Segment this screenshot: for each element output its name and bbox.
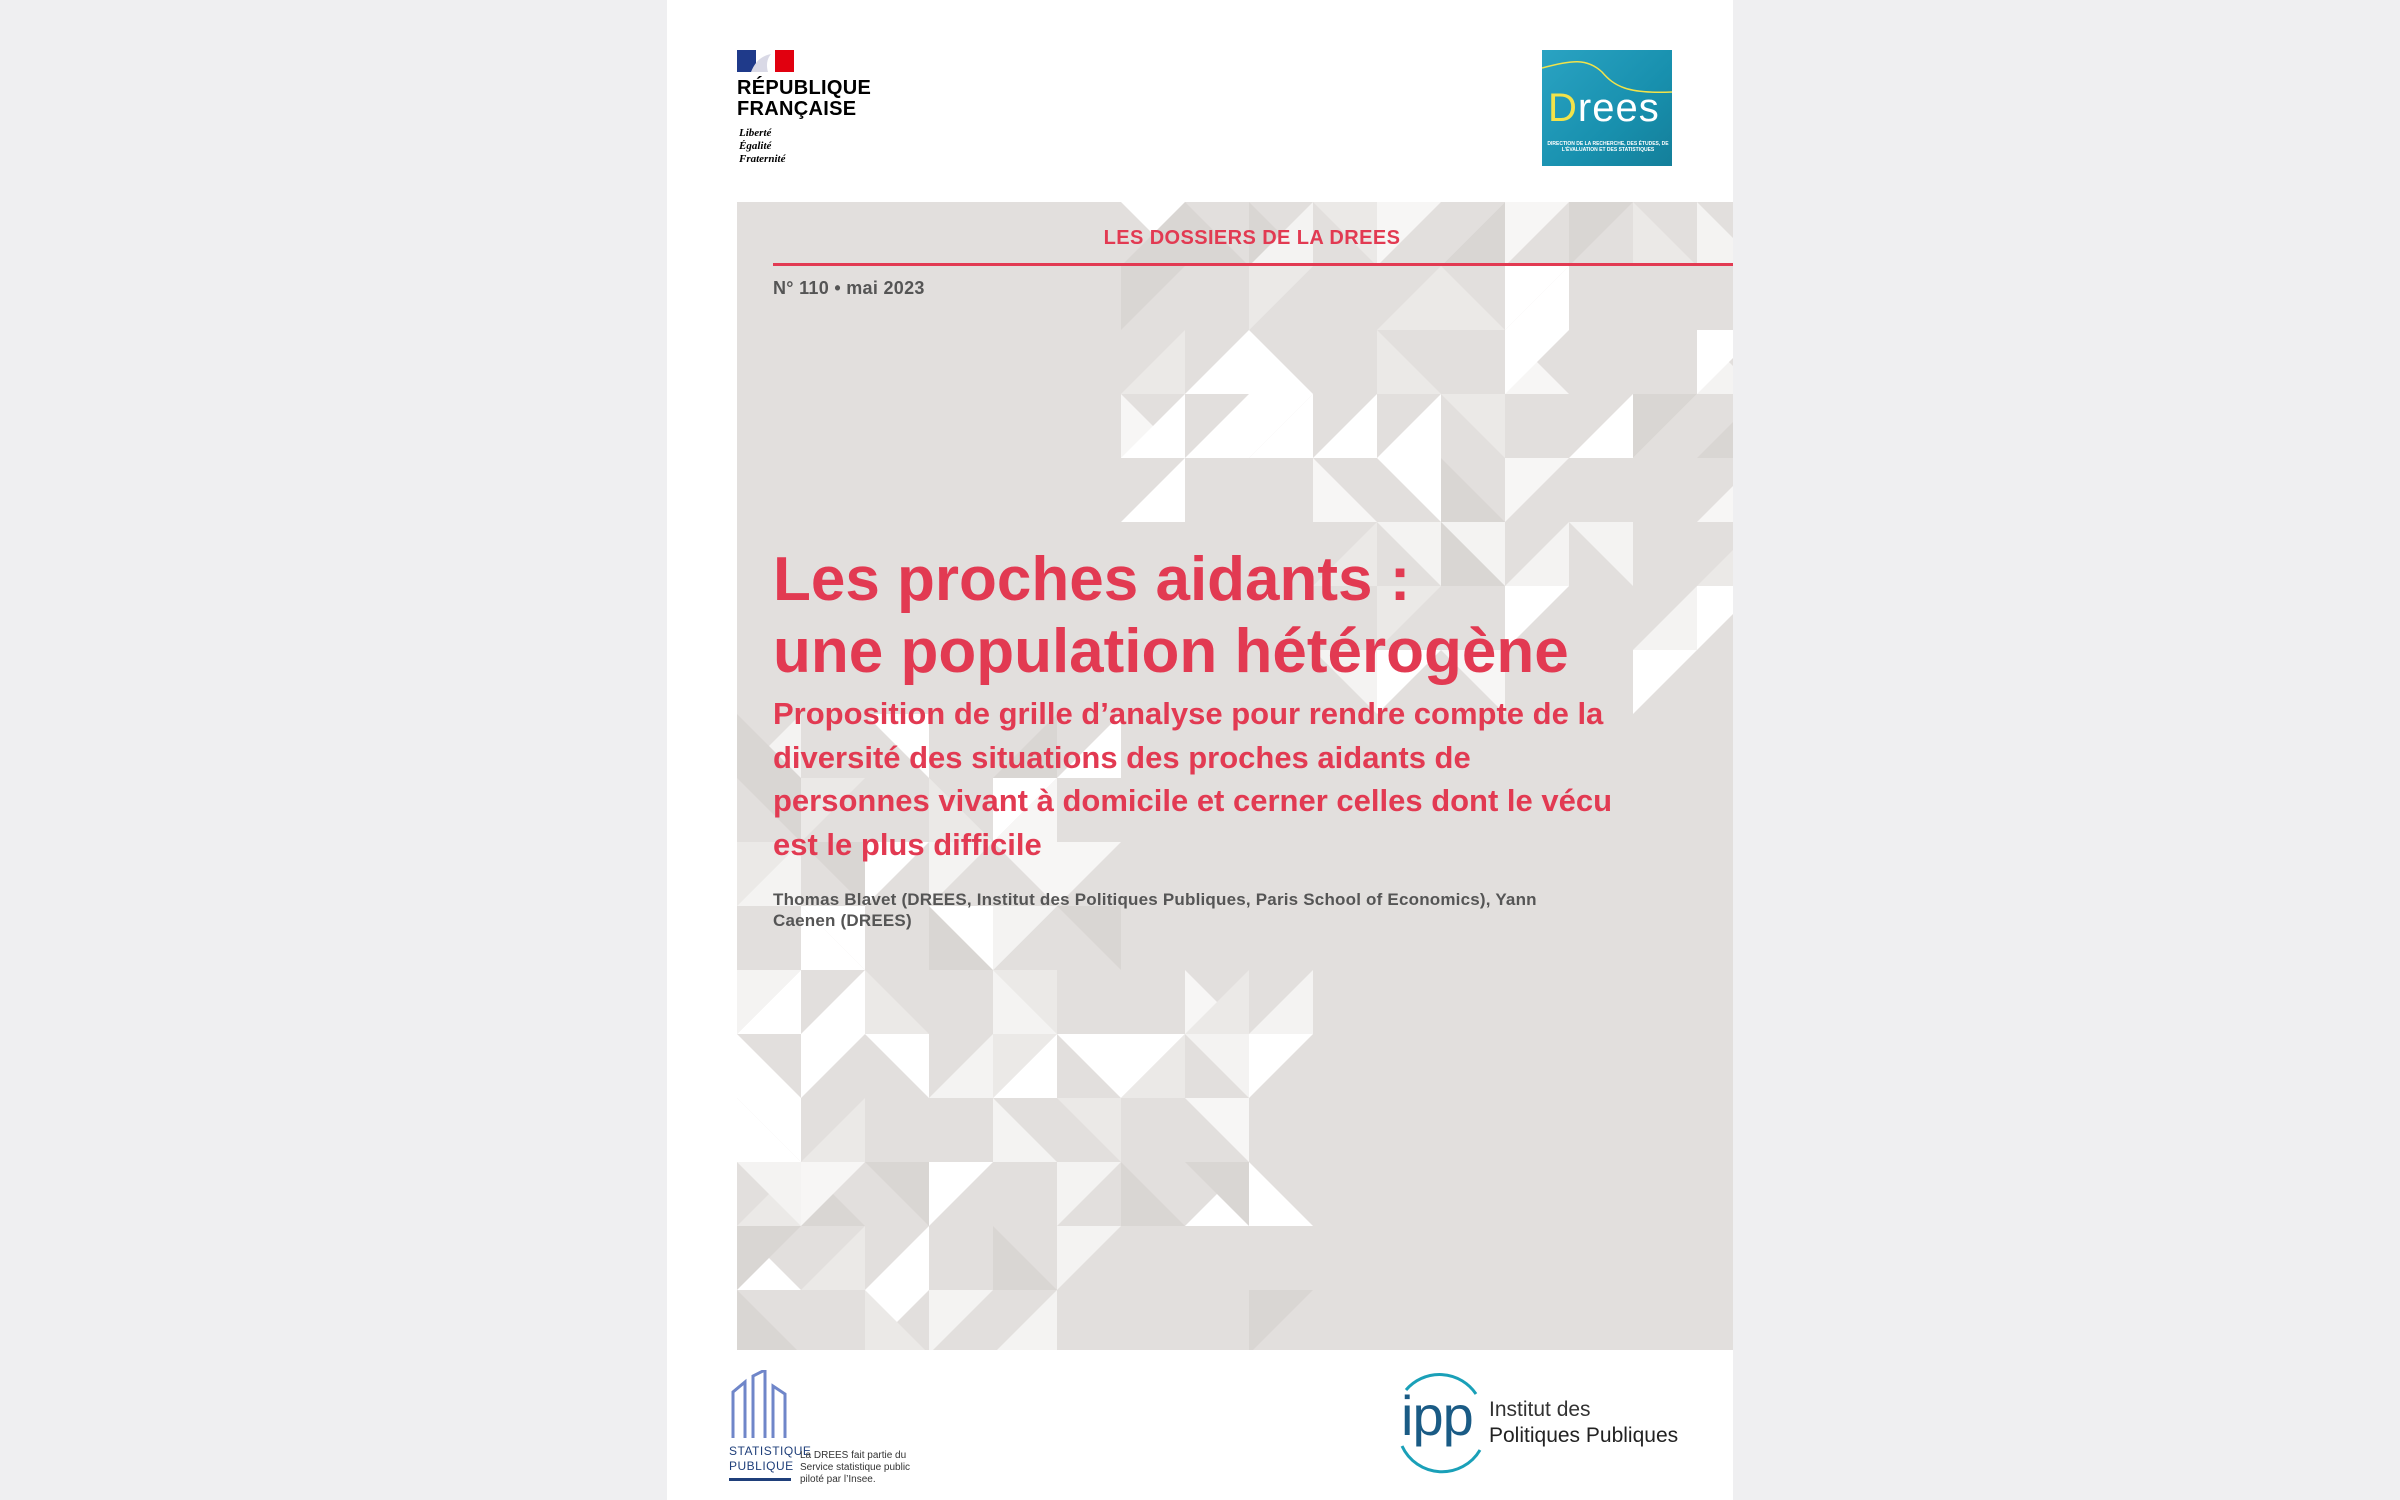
pattern-triangle: [801, 1226, 865, 1290]
pattern-triangle: [1441, 458, 1505, 522]
document-subtitle: Proposition de grille d’analyse pour rendre compte de la diversité des situations des proches aidants de personnes vivant à domicile et cerner celles dont le vécu est le plus difficile: [773, 696, 1613, 862]
pattern-triangle: [1121, 266, 1185, 330]
pattern-triangle: [1249, 1034, 1313, 1098]
pattern-triangle: [865, 1226, 929, 1290]
pattern-triangle: [865, 1162, 929, 1226]
pattern-triangle: [929, 1290, 993, 1350]
pattern-triangle: [1057, 1098, 1121, 1162]
document-title: Les proches aidants : une population hétérogène: [773, 545, 1569, 686]
pattern-triangle: [1505, 458, 1569, 522]
series-rule: [773, 263, 1733, 266]
drees-wordmark-rest: rees: [1577, 86, 1660, 130]
republique-francaise-name: RÉPUBLIQUE FRANÇAISE: [737, 77, 872, 120]
pattern-triangle: [1441, 394, 1505, 458]
pattern-triangle: [1249, 266, 1313, 330]
statistique-publique-label: STATISTIQUE PUBLIQUE: [729, 1444, 812, 1473]
pattern-triangle: [1377, 458, 1441, 522]
pattern-triangle: [1121, 330, 1185, 394]
pattern-triangle: [801, 970, 865, 1034]
pattern-triangle: [1185, 330, 1249, 394]
series-heading: LES DOSSIERS DE LA DREES: [1103, 227, 1401, 249]
pattern-triangle: [1377, 330, 1441, 394]
statistique-publique-bar: [729, 1478, 791, 1481]
pattern-triangle: [1057, 1226, 1121, 1290]
ipp-letters: ipp: [1401, 1384, 1473, 1447]
pattern-triangle: [1249, 1290, 1313, 1350]
document-page: [667, 0, 1733, 1500]
pattern-triangle: [929, 1162, 993, 1226]
ipp-logo: [1392, 1368, 1712, 1488]
pattern-triangle: [993, 1098, 1057, 1162]
pattern-triangle: [801, 1098, 865, 1162]
drees-wordmark-initial: D: [1548, 86, 1578, 130]
statistique-publique-note: La DREES fait partie du Service statistique public piloté par l’Insee.: [800, 1450, 911, 1485]
pattern-triangle: [1249, 1162, 1313, 1226]
drees-tagline: DIRECTION DE LA RECHERCHE, DES ÉTUDES, DE L'ÉVALUATION ET DES STATISTIQUES: [1547, 141, 1669, 153]
pattern-triangle: [929, 1034, 993, 1098]
statistique-publique-logo: [729, 1370, 929, 1490]
pattern-triangle: [1697, 458, 1733, 522]
ipp-name-line1: Institut des: [1489, 1398, 1591, 1421]
pattern-triangle: [993, 1290, 1057, 1350]
pattern-triangle: [993, 1226, 1057, 1290]
pattern-triangle: [1057, 1034, 1121, 1098]
pattern-triangle: [865, 1034, 929, 1098]
pattern-triangle: [1313, 394, 1377, 458]
drees-wordmark: [1548, 88, 1660, 128]
document-authors: Thomas Blavet (DREES, Institut des Politiques Publiques, Paris School of Economics), Yann Caenen (DREES): [773, 890, 1537, 930]
pattern-triangle: [1249, 330, 1313, 394]
pattern-triangle: [1121, 1162, 1185, 1226]
pattern-triangle: [1057, 1162, 1121, 1226]
pattern-triangle: [1313, 458, 1377, 522]
pattern-triangle: [737, 1290, 801, 1350]
pattern-triangle: [865, 970, 929, 1034]
ipp-name-line2: Politiques Publiques: [1489, 1424, 1679, 1447]
pattern-triangle: [801, 1034, 865, 1098]
pattern-triangle: [1633, 394, 1697, 458]
pattern-triangle: [1697, 586, 1733, 650]
drees-logo: [1542, 50, 1672, 166]
pattern-triangle: [1697, 522, 1733, 586]
pattern-triangle: [1441, 266, 1505, 330]
pattern-triangle: [737, 1034, 801, 1098]
pattern-triangle: [1697, 394, 1733, 458]
pattern-triangle: [1121, 458, 1185, 522]
pattern-triangle: [1185, 1034, 1249, 1098]
pattern-triangle: [1185, 1098, 1249, 1162]
pattern-triangle: [1185, 394, 1249, 458]
marianne-flag-icon: [737, 50, 794, 72]
pattern-triangle: [1569, 394, 1633, 458]
issue-number-date: N° 110 • mai 2023: [773, 278, 925, 298]
statistique-publique-building-icon: [729, 1370, 799, 1442]
republique-motto: Liberté Égalité Fraternité: [739, 127, 786, 165]
pattern-triangle: [1377, 266, 1441, 330]
cover-panel: [737, 202, 1733, 1350]
pattern-triangle: [1249, 970, 1313, 1034]
pattern-triangle: [1377, 394, 1441, 458]
